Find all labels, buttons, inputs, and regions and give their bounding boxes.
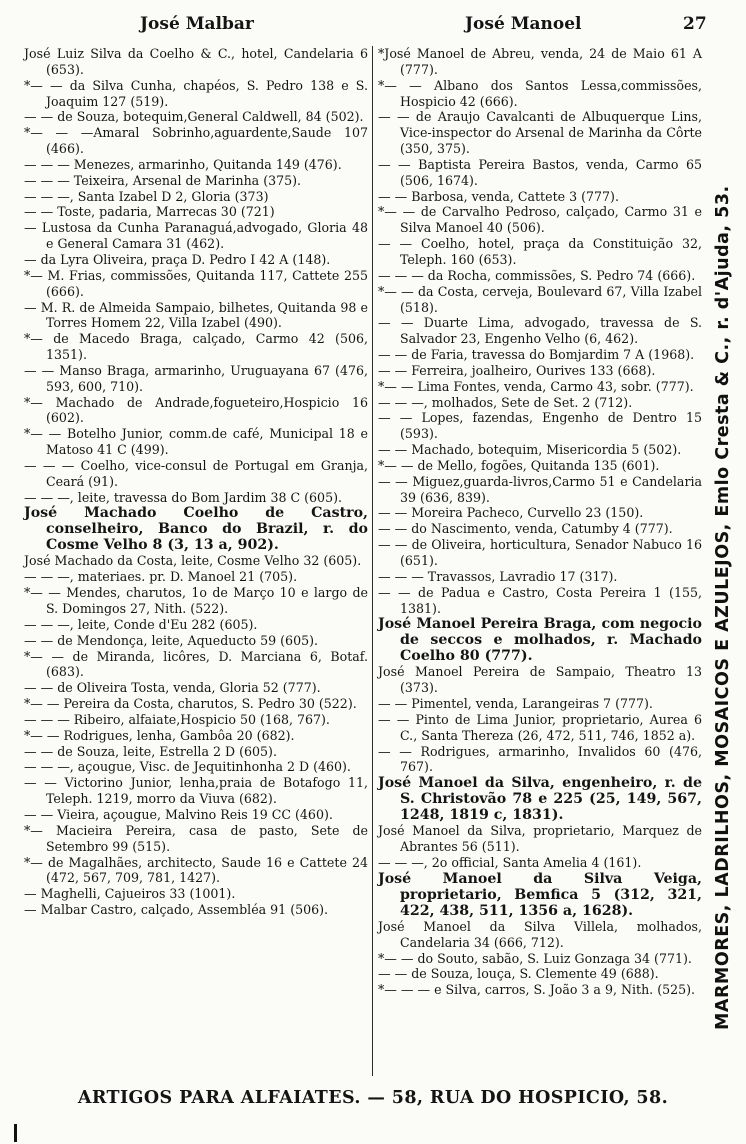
directory-entry: *— de Macedo Braga, calçado, Carmo 42 (506, 1351). — [24, 331, 368, 363]
directory-entry: José Manoel da Silva Veiga, proprietario, Bemfica 5 (312, 321, 422, 438, 511, 1356 a, 1628). — [378, 870, 702, 919]
directory-entry: — — — Coelho, vice-consul de Portugal em Granja, Ceará (91). — [24, 457, 368, 489]
directory-entry: *— — —Amaral Sobrinho,aguardente,Saude 107 (466). — [24, 125, 368, 157]
directory-column-right — [378, 46, 702, 998]
directory-entry: *— — do Souto, sabão, S. Luiz Gonzaga 34 (771). — [378, 950, 692, 966]
directory-entry: — da Lyra Oliveira, praça D. Pedro I 42 A (148). — [24, 251, 331, 267]
directory-entry: — — Toste, padaria, Marrecas 30 (721) — [24, 204, 275, 220]
directory-entry: — — — Ribeiro, alfaiate,Hospicio 50 (168, 767). — [24, 711, 330, 727]
directory-entry: — — —, leite, travessa do Bom Jardim 38 C (605). — [24, 489, 342, 505]
directory-entry: — — Manso Braga, armarinho, Uruguayana 67 (476, 593, 600, 710). — [24, 362, 368, 394]
directory-entry: — — Vieira, açougue, Malvino Reis 19 CC (460). — [24, 806, 333, 822]
page-header — [0, 8, 746, 42]
directory-entry: *— — — e Silva, carros, S. João 3 a 9, Nith. (525). — [378, 982, 696, 998]
directory-entry: *José Manoel de Abreu, venda, 24 de Maio 61 A (777). — [378, 46, 702, 77]
directory-entry: *— Machado de Andrade,fogueteiro,Hospicio 16 (602). — [24, 394, 368, 426]
directory-entry: — — Barbosa, venda, Cattete 3 (777). — [378, 188, 619, 204]
directory-entry: — — de Souza, leite, Estrella 2 D (605). — [24, 743, 277, 759]
directory-entry: — — — Teixeira, Arsenal de Marinha (375). — [24, 172, 302, 188]
directory-entry: — — Ferreira, joalheiro, Ourives 133 (668). — [378, 362, 656, 378]
column-divider — [372, 46, 373, 1076]
directory-entry: *— Macieira Pereira, casa de pasto, Sete de Setembro 99 (515). — [24, 822, 368, 854]
directory-entry: *— — de Miranda, licôres, D. Marciana 6, Botaf. (683). — [24, 648, 368, 680]
directory-entry: — Malbar Castro, calçado, Assembléa 91 (506). — [24, 902, 329, 918]
directory-entry: *— — Lima Fontes, venda, Carmo 43, sobr. (777). — [378, 378, 694, 394]
directory-entry: — — de Souza, louça, S. Clemente 49 (688). — [378, 966, 659, 982]
directory-entry: — M. R. de Almeida Sampaio, bilhetes, Quitanda 98 e Torres Homem 22, Villa Izabel (490). — [24, 299, 368, 331]
directory-entry: — — de Oliveira Tosta, venda, Gloria 52 (777). — [24, 680, 321, 696]
directory-entry: — — do Nascimento, venda, Catumby 4 (777). — [378, 521, 673, 537]
running-head-right: José Manoel — [465, 14, 582, 34]
directory-entry: José Luiz Silva da Coelho & C., hotel, Candelaria 6 (653). — [24, 46, 368, 77]
directory-entry: José Manoel Pereira Braga, com negocio de seccos e molhados, r. Machado Coelho 80 (777). — [378, 616, 702, 665]
running-head-left: José Malbar — [140, 14, 254, 34]
directory-entry: — — Duarte Lima, advogado, travessa de S. Salvador 23, Engenho Velho (6, 462). — [378, 315, 702, 347]
directory-entry: — — Miguez,guarda-livros,Carmo 51 e Candelaria 39 (636, 839). — [378, 473, 702, 505]
directory-entry: José Manoel da Silva, proprietario, Marquez de Abrantes 56 (511). — [378, 823, 702, 855]
directory-entry: — Lustosa da Cunha Paranaguá,advogado, Gloria 48 e General Camara 31 (462). — [24, 220, 368, 252]
directory-entry: — — —, açougue, Visc. de Jequitinhonha 2 D (460). — [24, 759, 351, 775]
directory-entry: — — de Araujo Cavalcanti de Albuquerque Lins, Vice-inspector do Arsenal de Marinha da Côrte (350, 375). — [378, 109, 702, 157]
directory-entry: — — Rodrigues, armarinho, Invalidos 60 (476, 767). — [378, 743, 702, 775]
directory-entry: — — de Souza, botequim,General Caldwell, 84 (502). — [24, 109, 364, 125]
page-number: 27 — [683, 14, 707, 34]
directory-entry: — — Baptista Pereira Bastos, venda, Carmo 65 (506, 1674). — [378, 156, 702, 188]
margin-mark — [14, 1124, 17, 1142]
side-advertisement: MARMORES, LADRILHOS, MOSAICOS E AZULEJOS, Emlo Cresta & C., r. d'Ajuda, 53. — [713, 185, 733, 1030]
directory-entry: *— — Mendes, charutos, 1o de Março 10 e largo de S. Domingos 27, Nith. (522). — [24, 585, 368, 616]
directory-entry: — — de Mendonça, leite, Aqueducto 59 (605). — [24, 632, 319, 648]
directory-column-left — [24, 46, 368, 918]
directory-entry: José Machado Coelho de Castro, conselheiro, Banco do Brazil, r. do Cosme Velho 8 (3, 13 a, 902). — [24, 505, 368, 554]
directory-entry: — — —, Santa Izabel D 2, Gloria (373) — [24, 188, 269, 204]
directory-entry: José Manoel da Silva, engenheiro, r. de S. Christovão 78 e 225 (25, 149, 567, 1248, 1819 c, 1831). — [378, 775, 702, 824]
directory-entry: José Manoel da Silva Villela, molhados, Candelaria 34 (666, 712). — [378, 918, 702, 950]
directory-entry: — — de Faria, travessa do Bomjardim 7 A (1968). — [378, 347, 695, 363]
directory-entry: — — Machado, botequim, Misericordia 5 (502). — [378, 442, 682, 458]
directory-entry: — — de Padua e Castro, Costa Pereira 1 (155, 1381). — [378, 584, 702, 616]
directory-entry: — — Pinto de Lima Junior, proprietario, Aurea 6 C., Santa Thereza (26, 472, 511, 746, 1852 a). — [378, 711, 702, 743]
directory-entry: — — Moreira Pacheco, Curvello 23 (150). — [378, 505, 644, 521]
directory-entry: — — Victorino Junior, lenha,praia de Botafogo 11, Teleph. 1219, morro da Viuva (682). — [24, 775, 368, 807]
directory-entry: — — de Oliveira, horticultura, Senador Nabuco 16 (651). — [378, 537, 702, 568]
directory-entry: *— — de Carvalho Pedroso, calçado, Carmo 31 e Silva Manoel 40 (506). — [378, 204, 702, 236]
directory-entry: *— M. Frias, commissões, Quitanda 117, Cattete 255 (666). — [24, 267, 368, 299]
directory-entry: — — Pimentel, venda, Larangeiras 7 (777). — [378, 696, 653, 712]
directory-entry: José Machado da Costa, leite, Cosme Velho 32 (605). — [24, 553, 362, 569]
directory-entry: — — —, molhados, Sete de Set. 2 (712). — [378, 394, 633, 410]
directory-entry: *— — Botelho Junior, comm.de café, Municipal 18 e Matoso 41 C (499). — [24, 426, 368, 458]
directory-entry: — — Coelho, hotel, praça da Constituição 32, Teleph. 160 (653). — [378, 236, 702, 267]
directory-entry: *— — Rodrigues, lenha, Gambôa 20 (682). — [24, 727, 295, 743]
directory-entry: — — —, leite, Conde d'Eu 282 (605). — [24, 616, 258, 632]
directory-entry: — — Lopes, fazendas, Engenho de Dentro 15 (593). — [378, 410, 702, 442]
directory-entry: — Maghelli, Cajueiros 33 (1001). — [24, 886, 236, 902]
directory-entry: — — — Menezes, armarinho, Quitanda 149 (476). — [24, 156, 342, 172]
directory-entry: — — — Travassos, Lavradio 17 (317). — [378, 568, 618, 584]
directory-entry: *— de Magalhães, architecto, Saude 16 e Cattete 24 (472, 567, 709, 781, 1427). — [24, 854, 368, 886]
footer-advertisement: ARTIGOS PARA ALFAIATES. — 58, RUA DO HOSPICIO, 58. — [77, 1088, 669, 1108]
directory-entry: — — —, 2o official, Santa Amelia 4 (161). — [378, 854, 642, 870]
directory-entry: *— — da Silva Cunha, chapéos, S. Pedro 138 e S. Joaquim 127 (519). — [24, 77, 368, 109]
directory-entry: *— — da Costa, cerveja, Boulevard 67, Villa Izabel (518). — [378, 283, 702, 315]
directory-entry: *— — Pereira da Costa, charutos, S. Pedro 30 (522). — [24, 696, 357, 712]
directory-entry: *— — Albano dos Santos Lessa,commissões, Hospicio 42 (666). — [378, 77, 702, 109]
directory-entry: — — — da Rocha, commissões, S. Pedro 74 (666). — [378, 267, 696, 283]
directory-entry: *— — de Mello, fogões, Quitanda 135 (601). — [378, 457, 660, 473]
directory-entry: — — —, materiaes. pr. D. Manoel 21 (705). — [24, 569, 298, 585]
directory-entry: José Manoel Pereira de Sampaio, Theatro 13 (373). — [378, 664, 702, 696]
